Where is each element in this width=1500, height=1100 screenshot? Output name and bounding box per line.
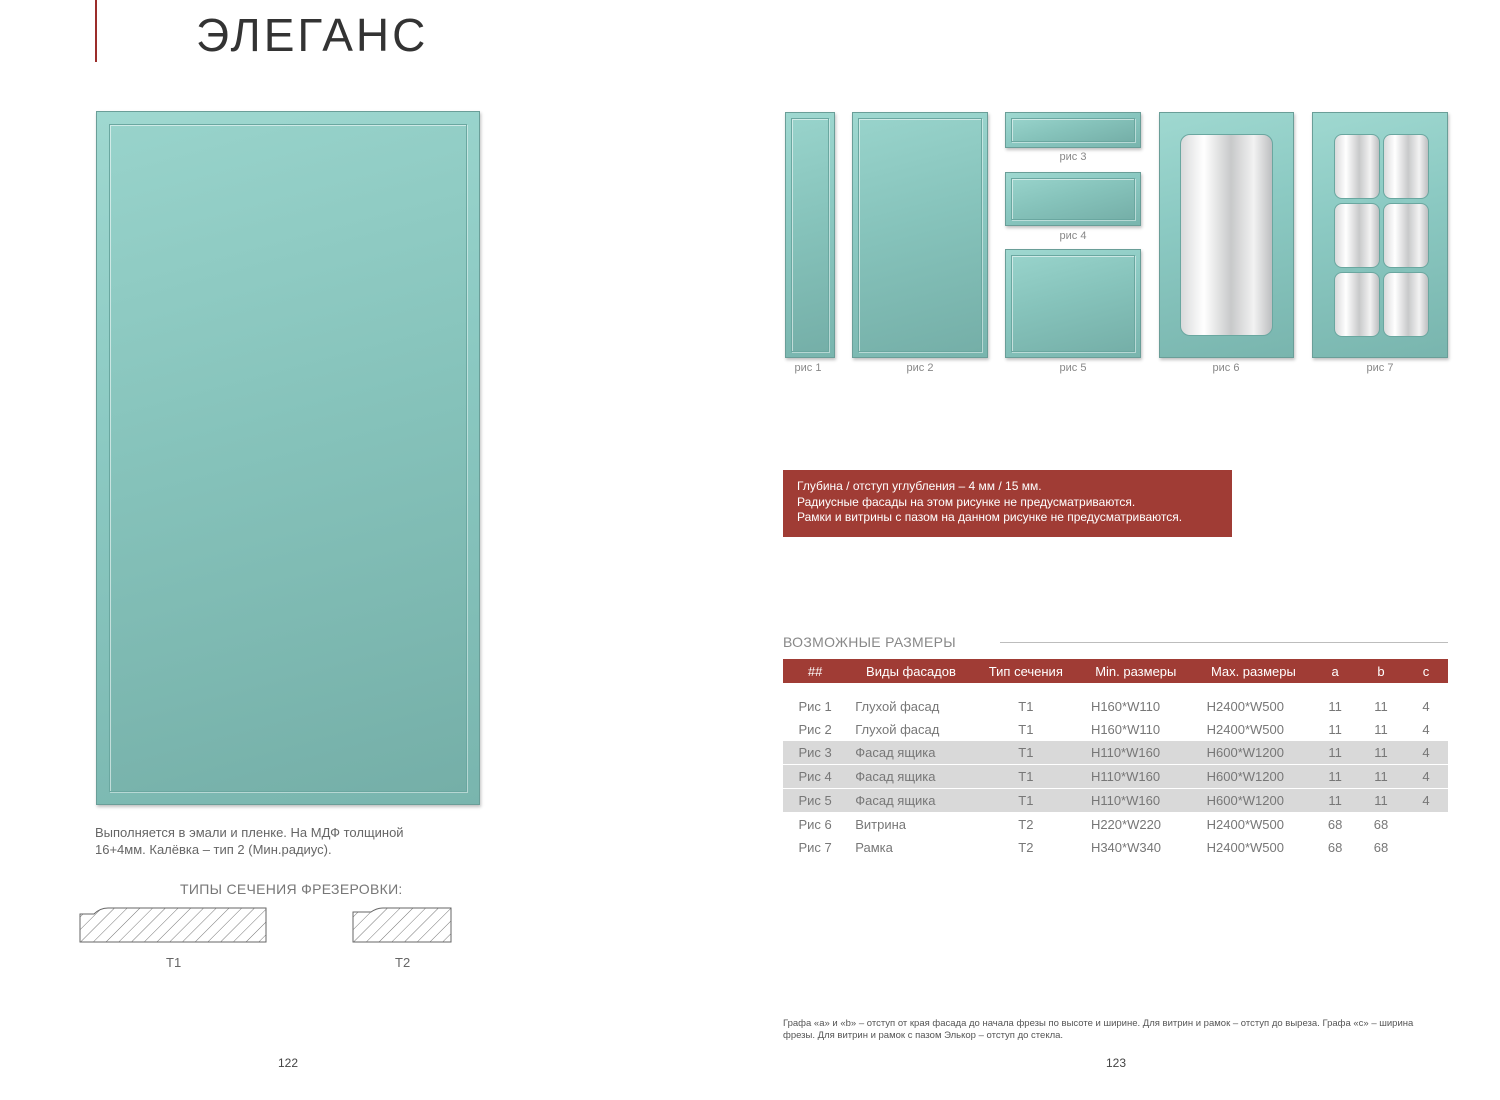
column-header-b: b (1358, 659, 1404, 683)
thumbnail-fig5-label: рис 5 (1059, 362, 1087, 374)
cell-c: 4 (1422, 699, 1430, 714)
cell-facade-type: Глухой фасад (855, 722, 940, 737)
table-row (783, 765, 1448, 789)
cell-c (1404, 813, 1448, 837)
description (95, 824, 455, 858)
note-line-1: Глубина / отступ углубления – 4 мм / 15 мм. (797, 479, 1042, 493)
note-line-2: Радиусные фасады на этом рисунке не предусматриваются. (797, 494, 1136, 509)
profile-t1-drawing (78, 906, 270, 944)
column-header-section-type: Тип сечения (975, 659, 1077, 683)
cell-max-size: H2400*W500 (1206, 722, 1284, 737)
cell-b: 11 (1358, 789, 1404, 813)
cell-max-size: H600*W1200 (1195, 741, 1313, 765)
thumbnail-fig4 (1005, 172, 1141, 226)
thumbnail-fig3 (1005, 112, 1141, 148)
cell-max-size: H2400*W500 (1206, 699, 1284, 714)
cell-min-size: H220*W220 (1090, 817, 1162, 832)
thumbnail-fig2-label: рис 2 (906, 362, 934, 374)
cell-b: 11 (1374, 722, 1388, 737)
table-row (783, 813, 1448, 837)
cell-facade-type: Фасад ящика (847, 789, 975, 813)
thumbnail-fig7-glass (1383, 203, 1429, 268)
column-header-facade-type: Виды фасадов (847, 659, 975, 683)
cell-a: 68 (1327, 840, 1343, 855)
cell-a: 11 (1328, 699, 1342, 714)
cell-a: 11 (1312, 765, 1358, 789)
cell-number: Рис 5 (783, 789, 847, 813)
thumbnail-fig4-label: рис 4 (1059, 230, 1087, 242)
cell-section-type: T1 (975, 789, 1077, 813)
table-row (783, 789, 1448, 813)
cell-min-size: H160*W110 (1090, 722, 1161, 737)
cell-facade-type: Рамка (855, 840, 893, 855)
main-facade-panel (109, 124, 467, 792)
description-line-2: 16+4мм. Калёвка – тип 2 (Мин.радиус). (95, 842, 332, 857)
cell-min-size: H340*W340 (1090, 840, 1162, 855)
sizes-section-title: ВОЗМОЖНЫЕ РАЗМЕРЫ (783, 634, 956, 650)
profile-t2-label: T2 (395, 955, 411, 970)
page-number-right: 123 (1106, 1056, 1127, 1070)
cell-max-size: H2400*W500 (1206, 817, 1284, 832)
thumbnail-fig4-panel (1011, 178, 1135, 220)
cell-section-type: T1 (1018, 699, 1034, 714)
cell-c: 4 (1404, 789, 1448, 813)
thumbnail-fig7-glass (1383, 134, 1429, 199)
table-row (783, 836, 1448, 859)
cell-facade-type: Фасад ящика (847, 741, 975, 765)
cell-a: 11 (1312, 789, 1358, 813)
main-facade-image (96, 111, 480, 805)
thumbnail-fig7-glass (1383, 272, 1429, 337)
column-header-c: c (1404, 659, 1448, 683)
table-row (783, 695, 1448, 718)
cell-c: 4 (1404, 741, 1448, 765)
thumbnail-fig7-glass (1334, 134, 1380, 199)
thumbnail-fig5-panel (1011, 255, 1135, 352)
cell-section-type: T1 (975, 765, 1077, 789)
thumbnail-fig6-glass (1180, 134, 1273, 336)
thumbnail-fig1 (785, 112, 835, 358)
thumbnail-fig7-label: рис 7 (1366, 362, 1394, 374)
thumbnail-fig6-label: рис 6 (1212, 362, 1240, 374)
cell-a: 11 (1328, 722, 1342, 737)
column-header-max-size: Max. размеры (1195, 659, 1313, 683)
footnote-line-2: фрезы. Для витрин и рамок с пазом Элькор – отступ до стекла. (783, 1030, 1064, 1041)
cell-b: 11 (1374, 699, 1388, 714)
description-line-1: Выполняется в эмали и пленке. На МДФ толщиной (95, 825, 404, 840)
cell-number: Рис 7 (798, 840, 832, 855)
cell-c (1404, 836, 1448, 859)
profile-t2-drawing (351, 906, 455, 944)
cell-facade-type: Глухой фасад (855, 699, 940, 714)
cell-b: 11 (1358, 765, 1404, 789)
cell-section-type: T1 (975, 741, 1077, 765)
cell-number: Рис 3 (783, 741, 847, 765)
depth-note-box (783, 470, 1232, 537)
cell-c: 4 (1422, 722, 1430, 737)
cell-a: 11 (1312, 741, 1358, 765)
cell-number: Рис 4 (783, 765, 847, 789)
thumbnail-fig7 (1312, 112, 1448, 358)
sizes-section-rule (1000, 642, 1448, 643)
thumbnail-fig7-glass (1334, 272, 1380, 337)
cell-min-size: H110*W160 (1077, 741, 1195, 765)
cell-max-size: H600*W1200 (1195, 765, 1313, 789)
cell-min-size: H160*W110 (1090, 699, 1161, 714)
cell-max-size: H2400*W500 (1206, 840, 1284, 855)
sizes-table (783, 659, 1448, 859)
cell-max-size: H600*W1200 (1195, 789, 1313, 813)
cell-c: 4 (1404, 765, 1448, 789)
cell-number: Рис 1 (798, 699, 832, 714)
title-accent-rule (95, 0, 97, 62)
cell-b: 11 (1358, 741, 1404, 765)
cell-a: 68 (1327, 817, 1343, 832)
table-row (783, 718, 1448, 741)
cell-b: 68 (1373, 817, 1389, 832)
profile-t1-label: T1 (166, 955, 182, 970)
page-number-left: 122 (278, 1056, 299, 1070)
cell-b: 68 (1373, 840, 1389, 855)
cell-facade-type: Витрина (855, 817, 907, 832)
footnote-line-1: Графа «а» и «b» – отступ от края фасада до начала фрезы по высоте и ширине. Для витрин и рамок – отступ до выреза. Графа «с» – ширина (783, 1018, 1414, 1029)
footnote (783, 1018, 1448, 1042)
cell-number: Рис 6 (798, 817, 832, 832)
thumbnail-fig5 (1005, 249, 1141, 358)
cell-number: Рис 2 (798, 722, 832, 737)
cell-section-type: T2 (1018, 817, 1034, 832)
table-header-row (783, 659, 1448, 683)
thumbnail-fig2 (852, 112, 988, 358)
thumbnail-fig7-glass (1334, 203, 1380, 268)
thumbnail-fig3-panel (1011, 118, 1135, 142)
milling-types-title: ТИПЫ СЕЧЕНИЯ ФРЕЗЕРОВКИ: (180, 881, 403, 897)
thumbnail-fig6 (1159, 112, 1294, 358)
cell-facade-type: Фасад ящика (847, 765, 975, 789)
cell-min-size: H110*W160 (1077, 765, 1195, 789)
cell-section-type: T2 (1018, 840, 1034, 855)
column-header-a: a (1312, 659, 1358, 683)
column-header-min-size: Min. размеры (1077, 659, 1195, 683)
thumbnail-fig2-panel (858, 118, 982, 352)
table-row (783, 741, 1448, 765)
collection-title: ЭЛЕГАНС (196, 9, 429, 61)
thumbnail-fig1-label: рис 1 (794, 362, 822, 374)
cell-section-type: T1 (1018, 722, 1034, 737)
column-header-number: ## (783, 659, 847, 683)
thumbnail-fig1-panel (791, 118, 829, 352)
note-line-3: Рамки и витрины с пазом на данном рисунке не предусматриваются. (797, 510, 1183, 524)
cell-min-size: H110*W160 (1077, 789, 1195, 813)
thumbnail-fig3-label: рис 3 (1059, 151, 1087, 163)
